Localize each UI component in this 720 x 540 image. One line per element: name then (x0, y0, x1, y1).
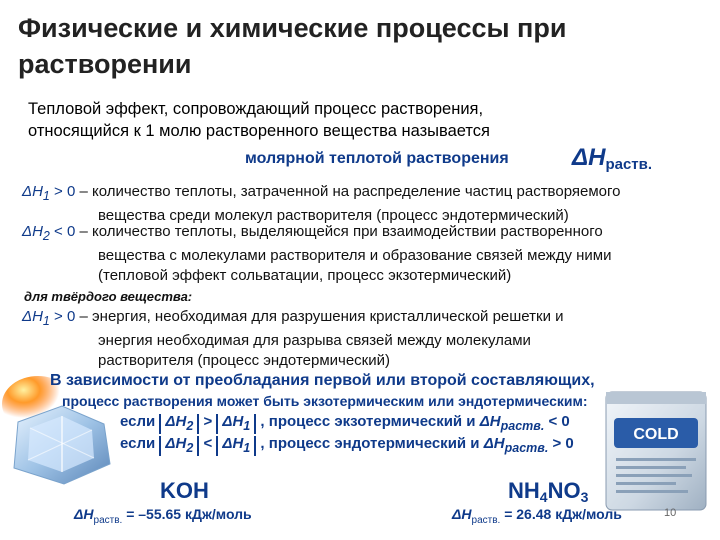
dh-solution-symbol (572, 144, 652, 173)
slide-title: Физические и химические процессы при растворении (18, 13, 567, 79)
koh-enthalpy: $\Delta H_{раств.} = -55.65$ кДж/моль (74, 506, 252, 526)
condition-exothermic: если $\Delta H_2 > \Delta H_1$ , процесс экзотермический и $\Delta H_{раств.} < 0$ (120, 413, 570, 433)
solid-dash: – (79, 308, 88, 325)
dh1-text: – количество теплоты, затраченной на распределение частиц растворяемого (79, 183, 621, 200)
solid-text: энергия, необходимая для разрушения кристаллической решетки и (92, 308, 564, 325)
molar-term: молярной теплотой растворения (245, 150, 509, 167)
solid-dh1-symbol: $\Delta H_1$ (22, 308, 50, 328)
nh4no3-formula: $NH_4NO_3$ (508, 478, 589, 505)
abs-dh1: $\Delta H_1$ (216, 414, 256, 434)
dh1-paragraph (22, 182, 716, 226)
dh1-relation: > 0 (54, 183, 76, 200)
page-number: 10 (664, 507, 677, 519)
sachet-label: COLD (633, 426, 679, 443)
dh2-continuation-1: вещества с молекулами растворителя и образование связей между ними (98, 247, 612, 264)
solid-dh1-relation: > 0 (54, 308, 76, 325)
dh2-symbol: $\Delta H_2$ (22, 223, 50, 243)
dh2-relation: < 0 (54, 223, 76, 240)
solid-paragraph (22, 307, 716, 371)
dh1-continuation: вещества среди молекул растворителя (процесс эндотермический) (98, 207, 569, 224)
nh4no3-enthalpy: $\Delta H_{раств.} = 26.48$ кДж/моль (452, 506, 622, 526)
dh2-text: – количество теплоты, выделяющейся при взаимодействии растворенного (79, 223, 603, 240)
abs-dh1: $\Delta H_1$ (216, 436, 256, 456)
dh2-paragraph (22, 222, 716, 286)
abs-dh2: $\Delta H_2$ (159, 414, 199, 434)
solid-continuation-2: растворителя (процесс эндотермический) (98, 352, 390, 369)
dh1-symbol: $\Delta H_1$ (22, 183, 50, 203)
intro-line-2: относящийся к 1 молю растворенного вещества называется (28, 122, 490, 140)
solid-substance-label: для твёрдого вещества: (24, 289, 193, 304)
dh-symbol: ΔH (572, 144, 606, 171)
dependence-text: В зависимости от преобладания первой или второй составляющих, (50, 372, 595, 389)
intro-text (28, 98, 708, 142)
dh-symbol-sub: раств. (605, 156, 653, 173)
solid-continuation-1: энергия необходимая для разрыва связей между молекулами (98, 332, 531, 349)
intro-line-1: Тепловой эффект, сопровождающий процесс растворения, (28, 100, 484, 118)
abs-dh2: $\Delta H_2$ (159, 436, 199, 456)
dh2-continuation-2: (тепловой эффект сольватации, процесс экзотермический) (98, 267, 512, 284)
process-type-text: процесс растворения может быть экзотермическим или эндотермическим: (62, 393, 588, 409)
cold-pack-image (600, 388, 712, 514)
condition-endothermic: если $\Delta H_2 < \Delta H_1$ , процесс эндотермический и $\Delta H_{раств.} > 0$ (120, 435, 574, 455)
koh-formula: KOH (160, 478, 209, 503)
